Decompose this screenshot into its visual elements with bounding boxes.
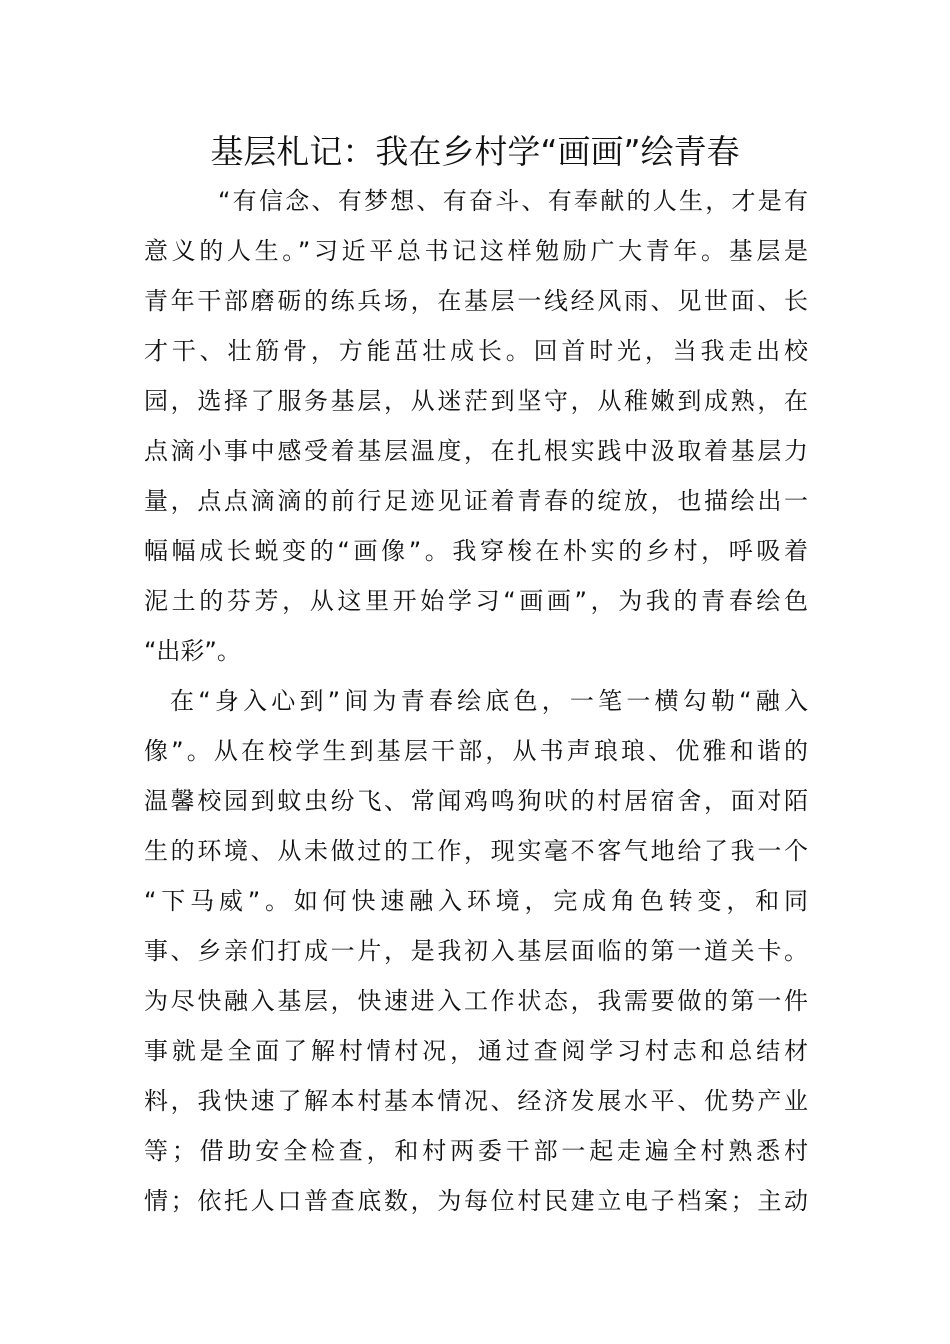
paragraph-line: 在“身入心到”间为青春绘底色，一笔一横勾勒“融入 — [170, 687, 808, 715]
paragraph-line: 事、乡亲们打成一片，是我初入基层面临的第一道关卡。 — [144, 937, 808, 965]
paragraph-line: 泥土的芬芳，从这里开始学习“画画”，为我的青春绘色 — [144, 587, 808, 615]
paragraph-line: 青年干部磨砺的练兵场，在基层一线经风雨、见世面、长 — [144, 287, 808, 315]
paragraph-line: “出彩”。 — [144, 637, 241, 665]
paragraph-line: “下马威”。如何快速融入环境，完成角色转变，和同 — [144, 887, 808, 915]
paragraph-line: 为尽快融入基层，快速进入工作状态，我需要做的第一件 — [144, 987, 808, 1015]
document-title: 基层札记：我在乡村学“画画”绘青春 — [210, 132, 740, 171]
paragraph-line: 幅幅成长蜕变的“画像”。我穿梭在朴实的乡村，呼吸着 — [144, 537, 808, 565]
paragraph-line: “有信念、有梦想、有奋斗、有奉献的人生，才是有 — [218, 187, 808, 215]
paragraph-line: 事就是全面了解村情村况，通过查阅学习村志和总结材 — [144, 1037, 808, 1065]
paragraph-line: 温馨校园到蚊虫纷飞、常闻鸡鸣狗吠的村居宿舍，面对陌 — [144, 787, 808, 815]
paragraph-line: 等；借助安全检查，和村两委干部一起走遍全村熟悉村 — [144, 1137, 808, 1165]
paragraph-line: 生的环境、从未做过的工作，现实毫不客气地给了我一个 — [144, 837, 808, 865]
paragraph-line: 才干、壮筋骨，方能茁壮成长。回首时光，当我走出校 — [144, 337, 808, 365]
paragraph-line: 意义的人生。”习近平总书记这样勉励广大青年。基层是 — [144, 237, 808, 265]
paragraph-line: 园，选择了服务基层，从迷茫到坚守，从稚嫩到成熟，在 — [144, 387, 808, 415]
document-body — [144, 176, 808, 1226]
paragraph-line: 点滴小事中感受着基层温度，在扎根实践中汲取着基层力 — [144, 437, 808, 465]
paragraph-line: 像”。从在校学生到基层干部，从书声琅琅、优雅和谐的 — [144, 737, 808, 765]
paragraph-line: 料，我快速了解本村基本情况、经济发展水平、优势产业 — [144, 1087, 808, 1115]
paragraph-line: 情；依托人口普查底数，为每位村民建立电子档案；主动 — [144, 1187, 808, 1215]
paragraph-line: 量，点点滴滴的前行足迹见证着青春的绽放，也描绘出一 — [144, 487, 808, 515]
